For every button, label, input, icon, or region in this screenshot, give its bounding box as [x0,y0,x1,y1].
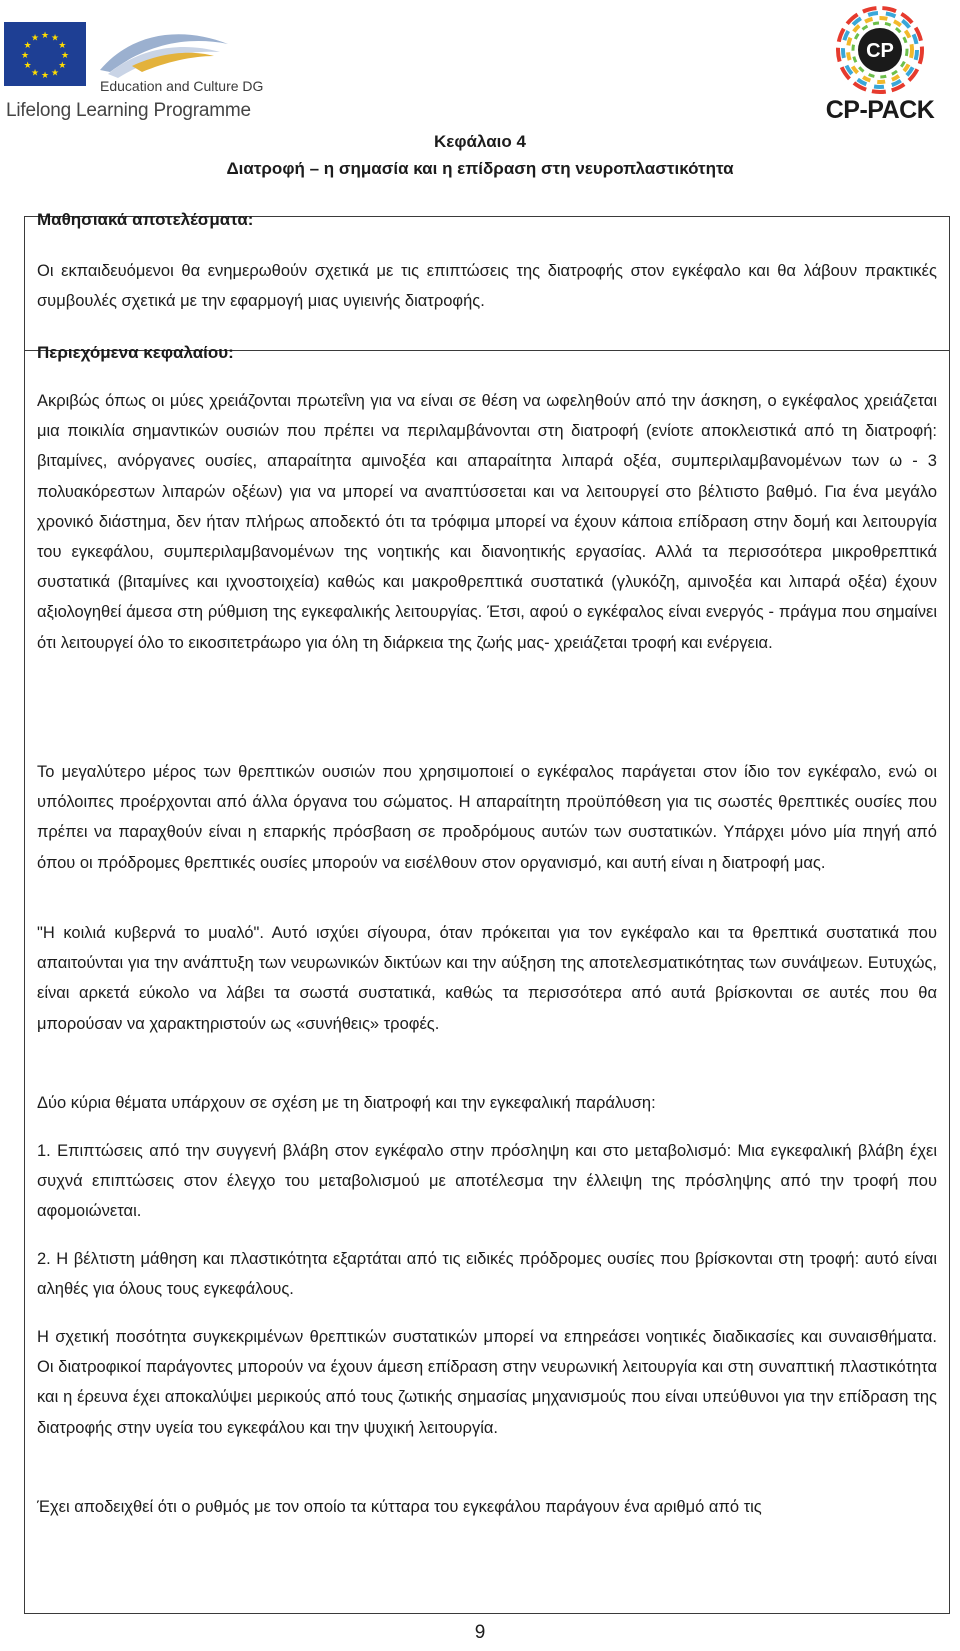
eu-star: ★ [23,41,32,51]
paragraph: "Η κοιλιά κυβερνά το μυαλό". Αυτό ισχύει σίγουρα, όταν πρόκειται για τον εγκέφαλο και τα θρεπτικά συστατικά που απαιτούνται για την ανάπτυξη των νευρωνικών δικτύων και την αύξηση της αποτελεσματικότητας των συνάψεων. Ευτυχώς, είναι αρκετά εύκολο να λάβει τα σωστά συστατικά, καθώς τα περισσότερα από αυτά βρίσκονται σε αυτές που θα μπορούσαν να χαρακτηριστούν ως «συνήθεις» τροφές. [37,924,937,1033]
page-number: 9 [474,1622,486,1643]
eu-star: ★ [58,41,67,51]
learning-outcomes-text: Οι εκπαιδευόμενοι θα ενημερωθούν σχετικά με τις επιπτώσεις της διατροφής στον εγκέφαλο και θα λάβουν πρακτικές συμβουλές σχετικά με την εφαρμογή μιας υγιεινής διατροφής. [37,262,937,311]
eu-star: ★ [30,33,40,44]
eu-star: ★ [20,51,30,61]
paragraph: Η σχετική ποσότητα συγκεκριμένων θρεπτικών συστατικών μπορεί να επηρεάσει νοητικές διαδικασίες και συναισθήματα. Οι διατροφικοί παράγοντες μπορούν να έχουν άμεση επίδραση στην νευρωνική λειτουργία και στη συναπτική πλαστικότητα και η έρευνα έχει αποκαλύψει μερικούς από τους ζωτικής σημασίας μηχανισμούς που είναι υπεύθυνοι για την επίδραση της διατροφής στην υγεία του εγκεφάλου και την ψυχική λειτουργία. [37,1328,937,1437]
eu-star: ★ [40,71,50,81]
paragraph: Έχει αποδειχθεί ότι ο ρυθμός με τον οποίο τα κύτταρα του εγκεφάλου παράγουν ένα αριθμό από τις [37,1498,762,1516]
eu-star: ★ [40,31,50,41]
llp-swoosh-icon [92,22,232,82]
eu-star: ★ [23,61,32,71]
paragraph: Δύο κύρια θέματα υπάρχουν σε σχέση με τη διατροφή και την εγκεφαλική παράλυση: [37,1094,656,1112]
eu-star: ★ [30,68,40,79]
learning-outcomes-heading: Μαθησιακά αποτελέσματα: [37,210,254,229]
eu-star: ★ [50,68,60,79]
paragraph: Ακριβώς όπως οι μύες χρειάζονται πρωτεΐνη για να είναι σε θέση να ωφεληθούν από την άσκηση, ο εγκέφαλος χρειάζεται μια ποικιλία σημαντικών ουσιών που πρέπει να περιλαμβάνονται στη διατροφή (ενίοτε αποκλειστικά από τη διατροφή: βιταμίνες, ανόργανες ουσίες, απαραίτητα αμινοξέα και απαραίτητα λιπαρά οξέα, συμπεριλαμβανομένων των ω - 3 πολυακόρεστων λιπαρών οξέων) για να μπορεί να αναπτύσσεται και να λειτουργεί στο βέλτιστο βαθμό. Για ένα μεγάλο χρονικό διάστημα, δεν ήταν πλήρως αποδεκτό ότι τα τρόφιμα μπορεί να έχουν κάποια επίδραση στην δομή και λειτουργία του εγκεφάλου, συμπεριλαμβανομένων της νοητικής και διανοητικής εργασίας. Αλλά τα περισσότερα μικροθρεπτικά συστατικά (βιταμίνες και ιχνοστοιχεία) καθώς και μακροθρεπτικά συστατικά (γλυκόζη, αμινοξέα και λιπαρά οξέα) έχουν αξιολογηθεί άμεσα στη ρύθμιση της εγκεφαλικής λειτουργίας. Έτσι, αφού ο εγκέφαλος είναι ενεργός - πράγμα που σημαίνει ότι λειτουργεί όλο το εικοσιτετράωρο για όλη τη διάρκεια της ζωής μας- χρειάζεται τροφή και ενέργεια. [37,392,937,652]
programme-label: Lifelong Learning Programme [6,100,251,121]
eu-star: ★ [50,33,60,44]
chapter-title: Διατροφή – η σημασία και η επίδραση στη νευροπλαστικότητα [226,159,734,178]
cp-pack-logo [824,4,936,128]
paragraph: Το μεγαλύτερο μέρος των θρεπτικών ουσιών που χρησιμοποιεί ο εγκέφαλος παράγεται στον ίδιο τον εγκέφαλο, ενώ οι υπόλοιπες προέρχονται από άλλα όργανα του σώματος. Η απαραίτητη προϋπόθεση για τις σωστές θρεπτικές ουσίες που πρέπει να παραχθούν είναι η επαρκής πρόσβαση σε προδρόμους αυτών των συστατικών. Υπάρχει μόνο μία πηγή από όπου οι πρόδρομες θρεπτικές ουσίες μπορούν να εισέλθουν στον οργανισμό, και αυτή είναι η διατροφή μας. [37,763,937,872]
eu-flag-icon [4,22,86,86]
eu-programme-logo [4,22,264,126]
chapter-number: Κεφάλαιο 4 [434,132,526,151]
dg-label: Education and Culture DG [100,78,264,94]
eu-star: ★ [60,51,70,61]
eu-star: ★ [58,61,67,71]
cp-monogram: CP [866,40,894,62]
cp-pack-label: CP-PACK [825,96,935,124]
list-item: 2. Η βέλτιστη μάθηση και πλαστικότητα εξαρτάται από τις ειδικές πρόδρομες ουσίες που βρίσκονται στη τροφή: αυτό είναι αληθές για όλους τους εγκεφάλους. [37,1250,937,1299]
contents-heading: Περιεχόμενα κεφαλαίου: [37,343,234,362]
cp-pack-emblem-icon [824,4,936,96]
list-item: 1. Επιπτώσεις από την συγγενή βλάβη στον εγκέφαλο στην πρόσληψη και στο μεταβολισμό: Μια εγκεφαλική βλάβη έχει συχνά επιπτώσεις στον έλεγχο του μεταβολισμού με αποτέλεσμα την έλλειψη της πρόσληψης από την τροφή που αφομοιώνεται. [37,1142,937,1221]
